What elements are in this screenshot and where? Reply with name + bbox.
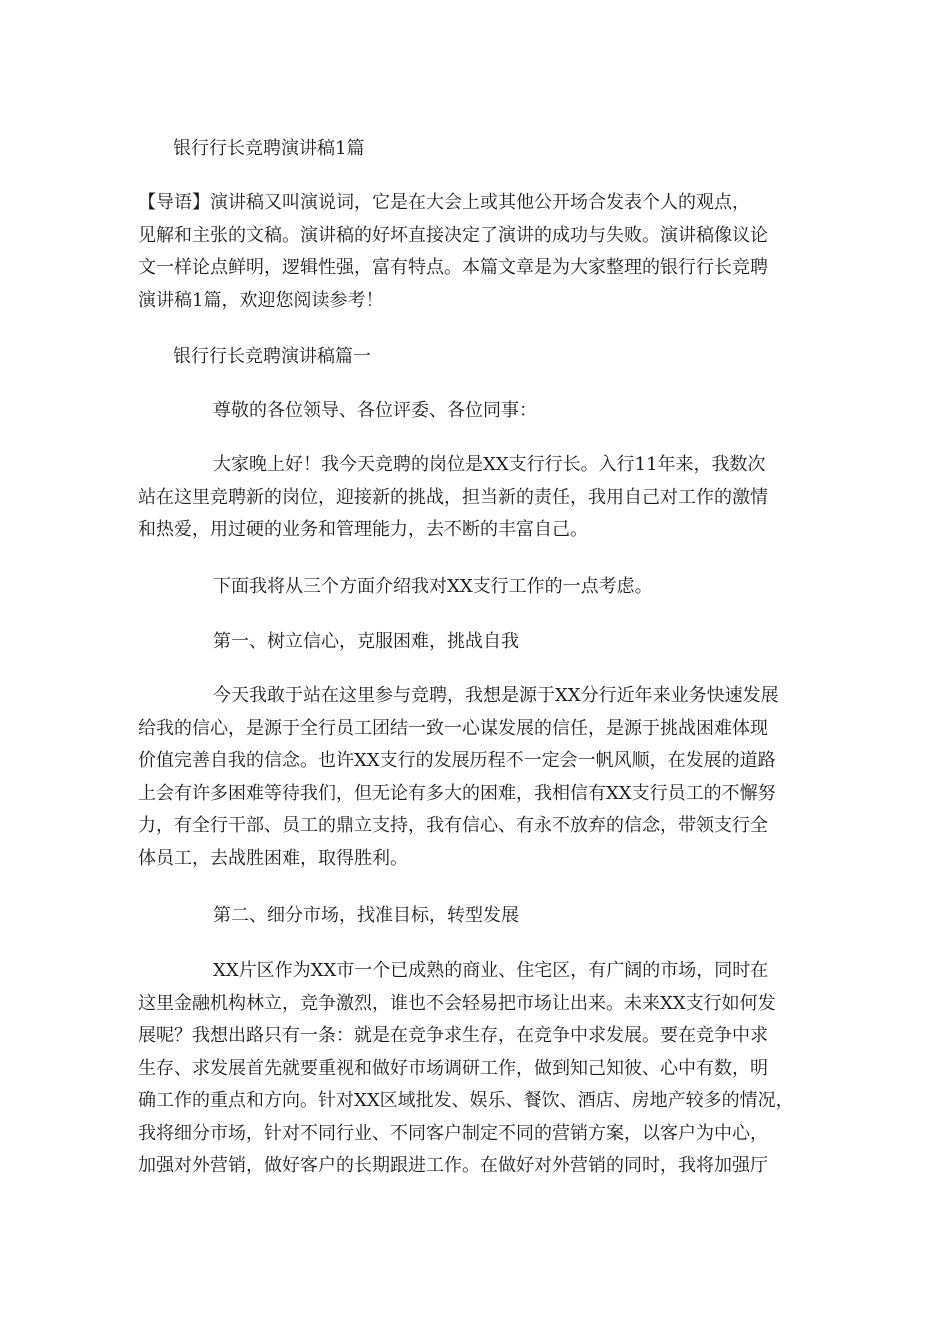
intro-line: 见解和主张的文稿。演讲稿的好坏直接决定了演讲的成功与失败。演讲稿像议论	[138, 224, 768, 246]
paragraph-line: XX片区作为XX市一个已成熟的商业、住宅区，有广阔的市场，同时在	[213, 960, 769, 981]
intro-line: 演讲稿1篇，欢迎您阅读参考！	[138, 289, 384, 311]
intro-line: 文一样论点鲜明，逻辑性强，富有特点。本篇文章是为大家整理的银行行长竞聘	[138, 257, 768, 278]
intro-line: 【导语】演讲稿又叫演说词，它是在大会上或其他公开场合发表个人的观点，	[138, 192, 750, 213]
paragraph-market	[138, 955, 810, 1183]
paragraph-line: 体员工，去战胜困难，取得胜利。	[138, 847, 408, 869]
paragraph-line: 上会有许多困难等待我们，但无论有多大的困难，我相信有XX支行员工的不懈努	[138, 782, 776, 804]
paragraph-line: 力，有全行干部、员工的鼎立支持，我有信心、有永不放弃的信念，带领支行全	[138, 815, 768, 836]
paragraph-confidence	[138, 680, 810, 875]
heading-second: 第二、细分市场，找准目标，转型发展	[213, 905, 519, 926]
document-title: 银行行长竞聘演讲稿1篇	[173, 138, 365, 159]
heading-first: 第一、树立信心，克服困难，挑战自我	[213, 631, 519, 652]
salutation: 尊敬的各位领导、各位评委、各位同事：	[213, 400, 537, 421]
paragraph-line: 价值完善自我的信念。也许XX支行的发展历程不一定会一帆风顺，在发展的道路	[138, 750, 776, 771]
paragraph-line: 和热爱，用过硬的业务和管理能力，去不断的丰富自己。	[138, 519, 588, 540]
paragraph-line: 给我的信心，是源于全行员工团结一致一心谋发展的信任，是源于挑战困难体现	[138, 717, 768, 739]
intro-paragraph	[138, 187, 810, 317]
paragraph-overview: 下面我将从三个方面介绍我对XX支行工作的一点考虑。	[213, 576, 653, 597]
paragraph-line: 这里金融机构林立，竞争激烈，谁也不会轻易把市场让出来。未来XX支行如何发	[138, 992, 776, 1014]
paragraph-line: 生存、求发展首先就要重视和做好市场调研工作，做到知己知彼、心中有数，明	[138, 1057, 768, 1079]
paragraph-line: 确工作的重点和方向。针对XX区域批发、娱乐、餐饮、酒店、房地产较多的情况，	[138, 1090, 794, 1111]
paragraph-line: 今天我敢于站在这里参与竞聘，我想是源于XX分行近年来业务快速发展	[213, 685, 779, 706]
section-title: 银行行长竞聘演讲稿篇一	[173, 346, 371, 367]
paragraph-line: 加强对外营销，做好客户的长期跟进工作。在做好对外营销的同时，我将加强厅	[138, 1155, 768, 1176]
paragraph-line: 站在这里竞聘新的岗位，迎接新的挑战，担当新的责任，我用自己对工作的激情	[138, 486, 768, 508]
paragraph-line: 我将细分市场，针对不同行业、不同客户制定不同的营销方案，以客户为中心，	[138, 1122, 768, 1144]
paragraph-line: 大家晚上好！我今天竞聘的岗位是XX支行行长。入行11年来，我数次	[213, 454, 766, 475]
paragraph-line: 展呢？我想出路只有一条：就是在竞争求生存，在竞争中求发展。要在竞争中求	[138, 1025, 768, 1046]
paragraph-greeting	[138, 449, 810, 547]
